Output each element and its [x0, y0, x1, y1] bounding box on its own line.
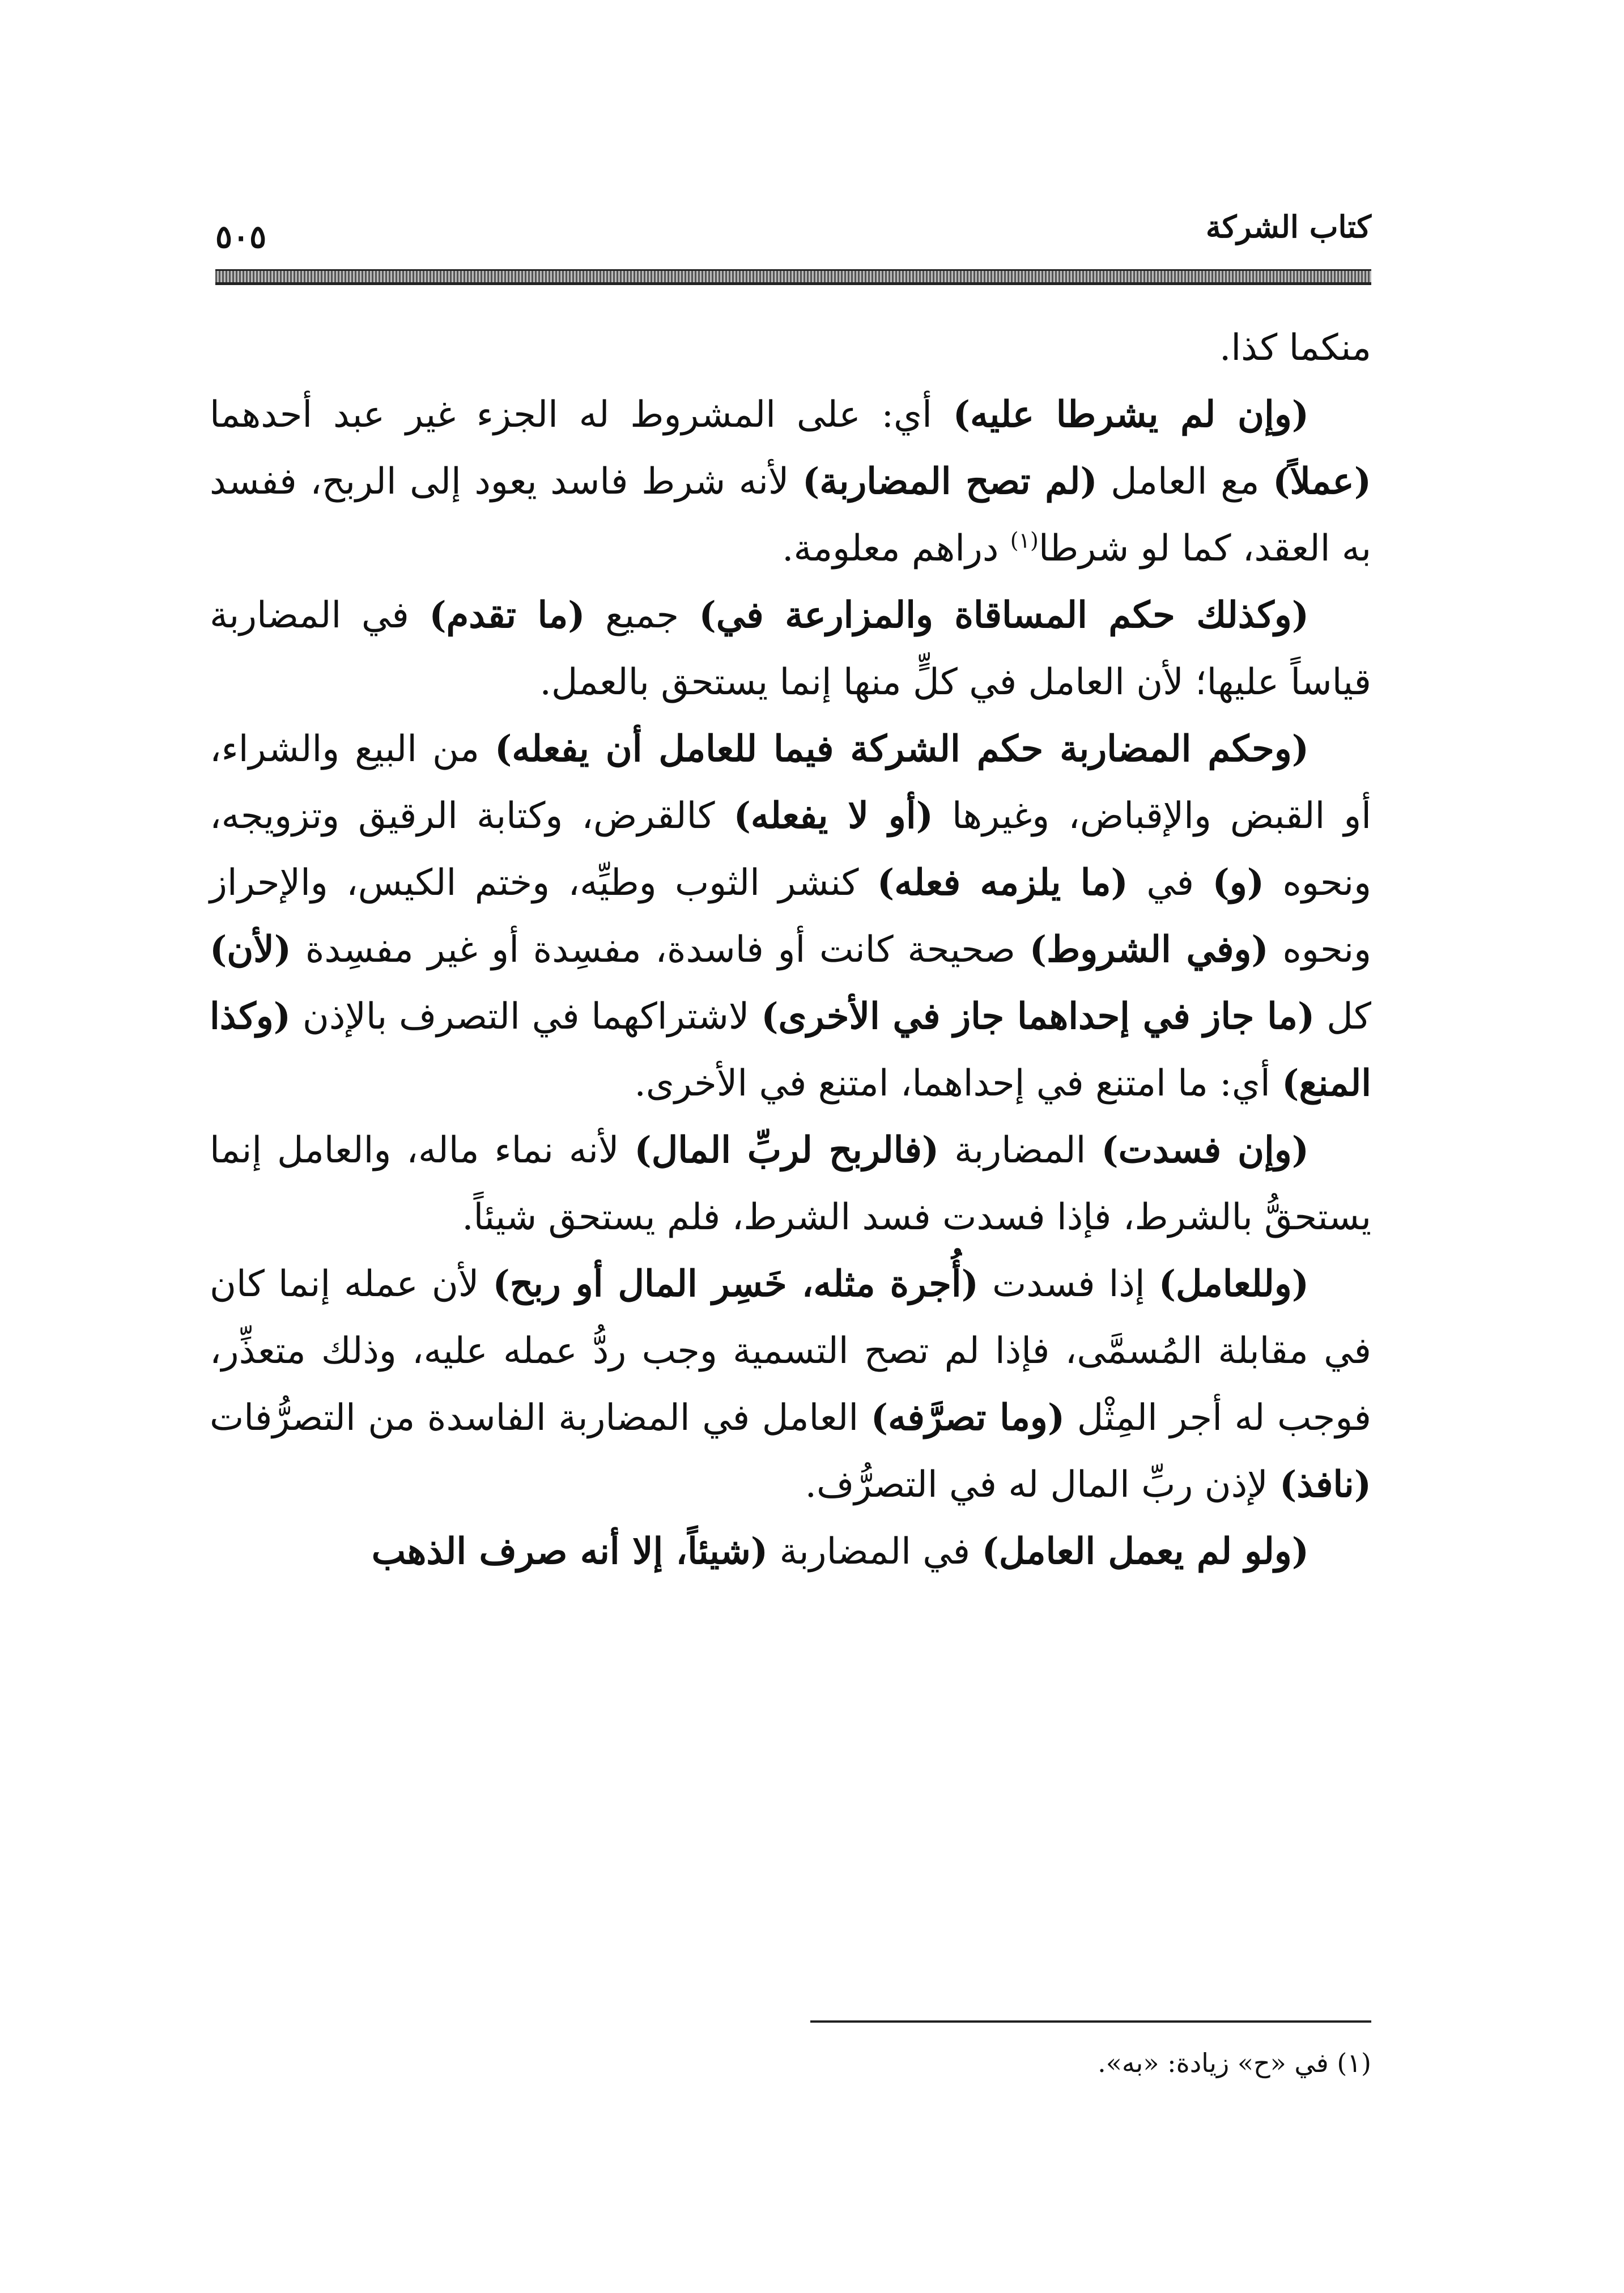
matn-text: (شيئاً، إلا أنه صرف الذهب [371, 1530, 768, 1573]
matn-text: (وفي الشروط) [1029, 928, 1269, 971]
matn-text: (فالربح لربِّ المال) [634, 1129, 939, 1171]
footnote-reference: (١) [1010, 528, 1039, 553]
matn-text: (و) [1212, 861, 1264, 904]
sharh-text: كالقرض، وكتابة الرقيق وتزويجه، ونحوه [210, 795, 1372, 904]
sharh-text: أي: ما امتنع في إحداهما، امتنع في الأخرى. [634, 1063, 1282, 1105]
sharh-text: لأنه شرط فاسد يعود إلى الربح، ففسد به العقد، كما لو شرطا [210, 461, 1371, 570]
header-rule [215, 269, 1371, 285]
matn-text: (وإن لم يشرطا عليه) [953, 393, 1310, 436]
sharh-text: مع العامل [1097, 461, 1273, 503]
paragraph [210, 315, 1371, 381]
sharh-text: في المضاربة قياساً عليها؛ لأن العامل في كلٍّ منها إنما يستحق بالعمل. [210, 595, 1371, 703]
matn-text: (وكذا المنع) [210, 995, 1371, 1105]
sharh-text: صحيحة كانت أو فاسدة، مفسِدة أو غير مفسِدة [291, 929, 1030, 971]
matn-text: (وحكم المضاربة حكم الشركة فيما للعامل أن يفعله) [494, 728, 1309, 770]
sharh-text: لأن عمله إنما كان في مقابلة المُسمَّى، فإذا لم تصح التسمية وجب ردُّ عمله عليه، وذلك متعذِّر، فوجب له أجر المِثْل [210, 1263, 1372, 1439]
sharh-text: المضاربة [939, 1129, 1102, 1171]
page-number: ٥٠٥ [215, 218, 267, 256]
sharh-text: في المضاربة [768, 1531, 982, 1573]
footnote: (١) في «ح» زيادة: «به». [1098, 2048, 1371, 2078]
paragraph [210, 716, 1371, 1117]
paragraph [210, 1117, 1371, 1251]
sharh-text: كل [1315, 996, 1372, 1038]
sharh-text: لأنه نماء ماله، والعامل إنما يستحقُّ بالشرط، فإذا فسدت فسد الشرط، فلم يستحق شيئاً. [210, 1129, 1371, 1238]
body-text [210, 315, 1371, 1585]
sharh-text: إذا فسدت [978, 1263, 1159, 1305]
sharh-text: دراهم معلومة. [782, 528, 1010, 570]
matn-text: (وللعامل) [1158, 1263, 1310, 1305]
matn-text: (وكذلك حكم المساقاة والمزارعة في) [699, 594, 1309, 636]
sharh-text: العامل في المضاربة الفاسدة من التصرُّفات [210, 1397, 871, 1439]
matn-text: (وإن فسدت) [1101, 1129, 1310, 1171]
page-header [215, 204, 1371, 266]
matn-text: (ما يلزمه فعله) [877, 861, 1128, 904]
matn-text: (أو لا يفعله) [733, 795, 933, 837]
sharh-text: من البيع والشراء، أو القبض والإقباض، وغيرها [210, 728, 1371, 837]
matn-text: (وما تصرَّفه) [870, 1396, 1065, 1439]
matn-text: (لأن) [210, 928, 292, 971]
running-title: كتاب الشركة [1205, 209, 1371, 245]
sharh-text: لإذن ربِّ المال له في التصرُّف. [805, 1464, 1279, 1506]
sharh-text: كنشر الثوب وطيِّه، وختم الكيس، والإحراز ونحوه [210, 862, 1371, 971]
matn-text: (ما تقدم) [429, 594, 585, 636]
paragraph [210, 381, 1371, 582]
matn-text: (ما جاز في إحداهما جاز في الأخرى) [761, 995, 1315, 1038]
sharh-text: لاشتراكهما في التصرف بالإذن [291, 996, 762, 1038]
paragraph [210, 1251, 1371, 1518]
footnote-rule [810, 2020, 1371, 2023]
matn-text: (نافذ) [1279, 1463, 1371, 1506]
sharh-text: أي: على المشروط له الجزء غير عبد أحدهما [210, 394, 953, 436]
paragraph [210, 582, 1371, 716]
matn-text: (ولو لم يعمل العامل) [981, 1530, 1309, 1573]
matn-text: (أُجرة مثله، خَسِر المال أو ربح) [492, 1263, 979, 1305]
paragraph [210, 1518, 1371, 1585]
matn-text: (لم تصح المضاربة) [802, 460, 1098, 503]
matn-text: (عملاً) [1273, 460, 1372, 503]
sharh-text: جميع [585, 595, 699, 636]
sharh-text: في [1128, 862, 1213, 904]
sharh-text: منكما كذا. [1219, 327, 1371, 369]
